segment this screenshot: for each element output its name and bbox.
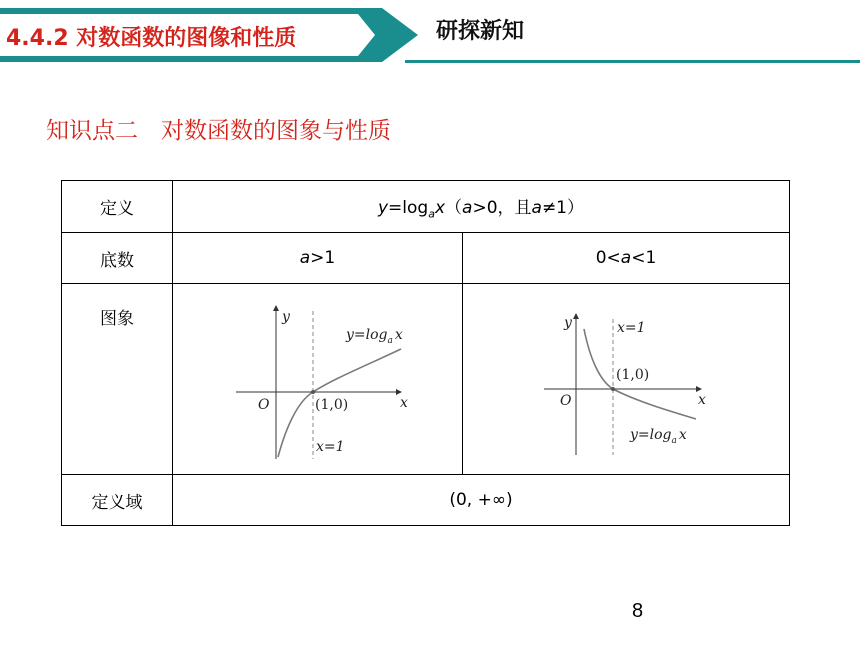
def-cond-end: ≠1） bbox=[541, 197, 584, 218]
definition-cell bbox=[173, 181, 790, 233]
row-label-graph: 图象 bbox=[62, 284, 173, 475]
table-row-definition bbox=[62, 181, 790, 233]
page-number: 8 bbox=[632, 600, 644, 622]
row-label-base: 底数 bbox=[62, 233, 173, 284]
x-axis-label: x bbox=[399, 394, 408, 411]
section-heading: 知识点二 对数函数的图象与性质 bbox=[46, 118, 391, 144]
base-left-rest: >1 bbox=[310, 248, 336, 268]
asymptote-label: x=1 bbox=[617, 319, 646, 336]
table-row-graph bbox=[62, 284, 790, 475]
header-divider bbox=[405, 60, 860, 63]
asymptote-label: x=1 bbox=[315, 438, 345, 455]
def-y: y bbox=[377, 197, 389, 218]
x-axis-label: x bbox=[698, 391, 706, 408]
row-label-domain: 定义域 bbox=[62, 475, 173, 526]
table-row-base bbox=[62, 233, 790, 284]
origin-label: O bbox=[257, 396, 269, 413]
base-right-cell bbox=[463, 233, 790, 284]
table-row-domain bbox=[62, 475, 790, 526]
point-1-0 bbox=[611, 387, 615, 391]
curve-label-sub: a bbox=[671, 435, 677, 446]
property-table bbox=[61, 180, 790, 526]
graph-increasing bbox=[218, 297, 418, 462]
def-sub: a bbox=[428, 207, 435, 221]
point-label: (1,0) bbox=[616, 366, 650, 383]
base-left-a: a bbox=[299, 248, 311, 268]
header-subtitle: 研探新知 bbox=[436, 19, 525, 44]
base-left-cell bbox=[173, 233, 463, 284]
point-label: (1,0) bbox=[314, 396, 348, 413]
domain-cell: (0, +∞) bbox=[173, 475, 790, 526]
row-label-definition: 定义 bbox=[62, 181, 173, 233]
y-axis-arrow bbox=[573, 313, 579, 319]
curve-label-y: y=log bbox=[345, 326, 388, 343]
def-a2: a bbox=[531, 197, 542, 218]
y-axis-arrow bbox=[273, 305, 279, 311]
curve-label-x: x bbox=[394, 326, 403, 343]
curve-label-sub: a bbox=[387, 335, 393, 346]
curve-label-y: y=log bbox=[630, 426, 672, 443]
y-axis-label: y bbox=[564, 314, 572, 331]
curve-label-x: x bbox=[678, 426, 687, 443]
graph-right-cell bbox=[463, 284, 790, 475]
graph-decreasing bbox=[526, 297, 726, 462]
base-right-rest: <1 bbox=[631, 248, 657, 268]
def-a1: a bbox=[462, 197, 473, 218]
def-x: x bbox=[434, 197, 446, 218]
y-axis-label: y bbox=[281, 308, 290, 325]
def-cond-mid: >0，且 bbox=[472, 197, 532, 218]
point-1-0 bbox=[311, 390, 315, 394]
curve-label bbox=[629, 427, 687, 446]
page-title: 4.4.2 对数函数的图像和性质 bbox=[6, 26, 297, 51]
base-right-pre: 0< bbox=[595, 248, 621, 268]
curve-label bbox=[345, 327, 403, 346]
origin-label: O bbox=[560, 392, 572, 409]
graph-left-cell bbox=[173, 284, 463, 475]
base-right-a: a bbox=[620, 248, 632, 268]
def-eq: =log bbox=[388, 197, 429, 218]
def-cond-open: （ bbox=[445, 197, 463, 218]
